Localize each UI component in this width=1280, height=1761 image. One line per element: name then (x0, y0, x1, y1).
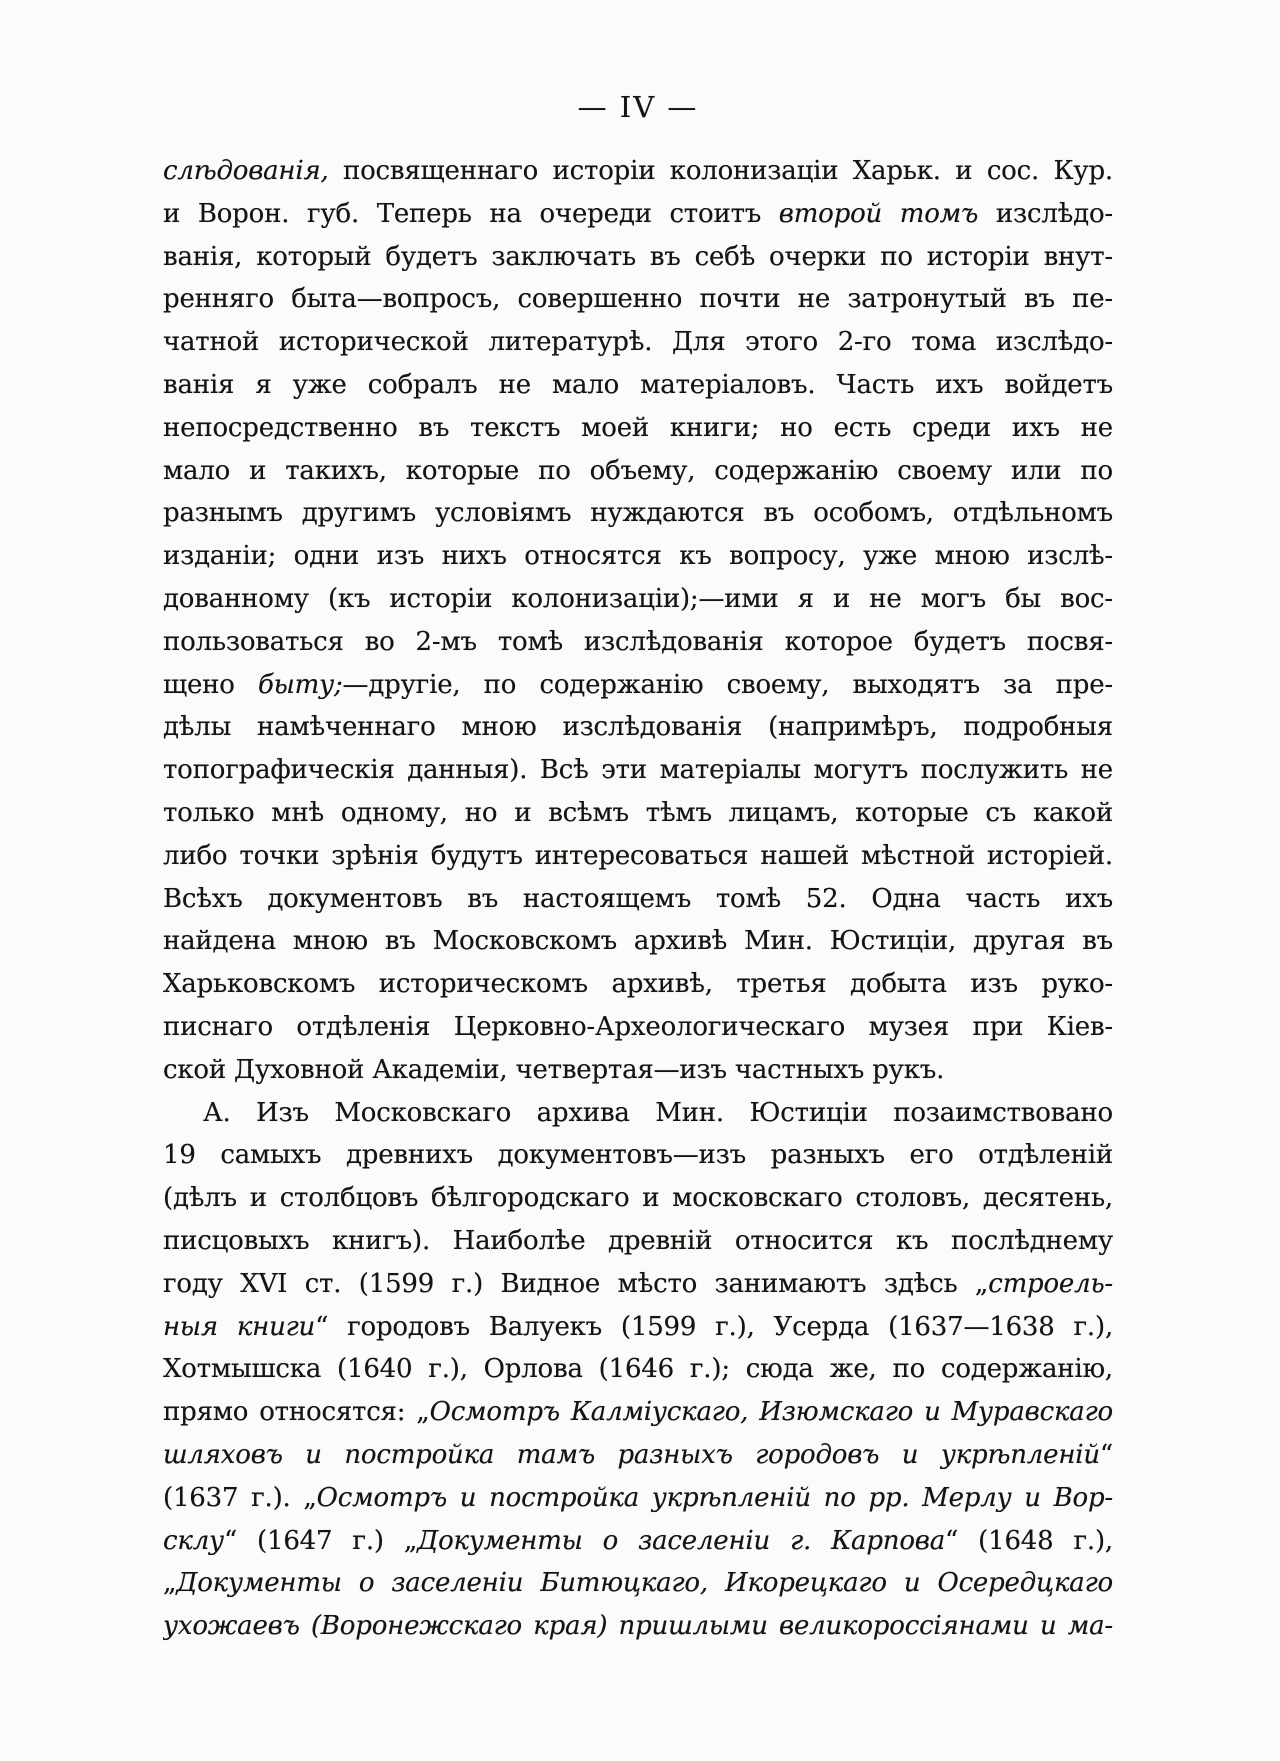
text-line (163, 963, 1113, 1006)
text-segment: мало и такихъ, которые по объему, содержанію своему или по (163, 455, 1113, 486)
text-segment: изслѣдо- (978, 198, 1113, 229)
text-segment: “ (1099, 1439, 1113, 1470)
text-segment: году XVI ст. (1599 г.) Видное мѣсто занимаютъ здѣсь „ (163, 1268, 989, 1299)
text-segment: ской Духовной Академіи, четвертая—изъ частныхъ рукъ. (163, 1054, 945, 1085)
text-segment: посвященнаго исторіи колонизаціи Харьк. и сос. Кур. (328, 156, 1113, 186)
text-line (163, 1562, 1113, 1605)
text-segment: Всѣхъ документовъ въ настоящемъ томѣ 52. Одна часть ихъ (163, 883, 1113, 914)
text-line (163, 621, 1113, 664)
text-line (163, 1263, 1113, 1306)
text-segment: „ (163, 1568, 177, 1599)
text-line (163, 1134, 1113, 1177)
text-segment: дованному (къ исторіи колонизаціи);—ими я и не могъ бы вос- (163, 583, 1113, 614)
text-segment: Харьковскомъ историческомъ архивѣ, третья добыта изъ руко- (163, 969, 1113, 1000)
text-line (163, 1434, 1113, 1477)
italic-text-segment: Документы о заселеніи Битюцкаго, Икорецкаго и Осередцкаго (176, 1568, 1113, 1599)
text-segment: “ (1647 г.) „ (223, 1525, 418, 1556)
text-segment: либо точки зрѣнія будутъ интересоваться нашей мѣстной исторіей. (163, 840, 1113, 871)
text-line (163, 1348, 1113, 1391)
text-segment: “ (1648 г.), (945, 1525, 1113, 1556)
italic-text-segment: быту; (257, 669, 343, 700)
text-line (163, 578, 1113, 621)
text-segment: —другіе, по содержанію своему, выходятъ за пре- (342, 669, 1113, 700)
text-line (163, 664, 1113, 707)
text-line (163, 706, 1113, 749)
italic-text-segment: ныя книги (163, 1311, 316, 1342)
text-line (163, 193, 1113, 236)
text-line (163, 920, 1113, 963)
text-line (163, 835, 1113, 878)
italic-text-segment: ухожаевъ (Воронежскаго края) пришлыми великороссіянами и ма- (163, 1611, 1113, 1642)
italic-text-segment: строель- (988, 1268, 1113, 1299)
text-segment: “ городовъ Валуекъ (1599 г.), Усерда (1637—1638 г.), (315, 1311, 1113, 1342)
text-line (163, 1391, 1113, 1434)
text-segment: только мнѣ одному, но и всѣмъ тѣмъ лицамъ, которые съ какой (163, 797, 1113, 828)
text-line (163, 1605, 1113, 1648)
text-segment: найдена мною въ Московскомъ архивѣ Мин. Юстиціи, другая въ (163, 926, 1113, 957)
text-line (163, 407, 1113, 450)
text-line (163, 278, 1113, 321)
text-segment: пользоваться во 2-мъ томѣ изслѣдованія которое будетъ посвя- (163, 626, 1113, 657)
text-segment: (1637 г.). „ (163, 1482, 317, 1513)
italic-text-segment: шляховъ и постройка тамъ разныхъ городовъ и укрѣпленій (163, 1439, 1100, 1470)
text-line (163, 364, 1113, 407)
text-line (163, 1049, 1113, 1092)
text-segment: ванія, который будетъ заключать въ себѣ очерки по исторіи внут- (163, 241, 1113, 272)
italic-text-segment: Осмотръ и постройка укрѣпленій по рр. Мерлу и Вор- (316, 1482, 1113, 1513)
text-segment: изданіи; одни изъ нихъ относятся къ вопросу, уже мною изслѣ- (163, 541, 1113, 572)
text-segment: разнымъ другимъ условіямъ нуждаются въ особомъ, отдѣльномъ (163, 498, 1113, 529)
text-line (163, 792, 1113, 835)
text-segment: писцовыхъ книгъ). Наиболѣе древній относится къ послѣднему (163, 1225, 1113, 1256)
text-segment: прямо относятся: „ (163, 1397, 430, 1428)
text-line (163, 878, 1113, 921)
text-line (163, 1177, 1113, 1220)
text-line (163, 749, 1113, 792)
text-line (163, 1477, 1113, 1520)
text-line (163, 492, 1113, 535)
text-segment: (дѣлъ и столбцовъ бѣлгородскаго и московскаго столовъ, десятень, (163, 1183, 1113, 1214)
text-line (163, 321, 1113, 364)
text-segment: Хотмышска (1640 г.), Орлова (1646 г.); сюда же, по содержанію, (163, 1354, 1113, 1385)
italic-text-segment: Осмотръ Калміускаго, Изюмскаго и Муравскаго (429, 1397, 1113, 1428)
text-line (163, 535, 1113, 578)
text-segment: щено (163, 669, 258, 700)
italic-text-segment: склу (163, 1525, 224, 1556)
italic-text-segment: второй томъ (778, 198, 979, 229)
text-line (163, 150, 1113, 193)
text-segment: А. Изъ Московскаго архива Мин. Юстиціи позаимствовано (203, 1097, 1113, 1128)
text-line (163, 1306, 1113, 1349)
text-segment: 19 самыхъ древнихъ документовъ—изъ разныхъ его отдѣленій (163, 1140, 1113, 1171)
page-text (163, 150, 1113, 1648)
text-segment: ванія я уже собралъ не мало матеріаловъ. Часть ихъ войдетъ (163, 369, 1113, 400)
text-segment: и Ворон. губ. Теперь на очереди стоитъ (163, 198, 779, 229)
text-line (163, 1220, 1113, 1263)
italic-text-segment: слѣдованія, (163, 156, 329, 186)
italic-text-segment: Документы о заселеніи г. Карпова (417, 1525, 946, 1556)
text-segment: непосредственно въ текстъ моей книги; но есть среди ихъ не (163, 412, 1113, 443)
text-line (163, 1520, 1113, 1563)
text-line (163, 236, 1113, 279)
text-segment: дѣлы намѣченнаго мною изслѣдованія (напримѣръ, подробныя (163, 712, 1113, 743)
page-number: — IV — (577, 90, 699, 124)
text-segment: писнаго отдѣленія Церковно-Археологическаго музея при Кіев- (163, 1011, 1113, 1042)
text-segment: топографическія данныя). Всѣ эти матеріалы могутъ послужить не (163, 755, 1113, 786)
text-line (163, 1006, 1113, 1049)
text-segment: чатной исторической литературѣ. Для этого 2-го тома изслѣдо- (163, 327, 1113, 358)
text-segment: ренняго быта—вопросъ, совершенно почти не затронутый въ пе- (163, 284, 1113, 315)
text-line (163, 1092, 1113, 1135)
text-line (163, 450, 1113, 493)
